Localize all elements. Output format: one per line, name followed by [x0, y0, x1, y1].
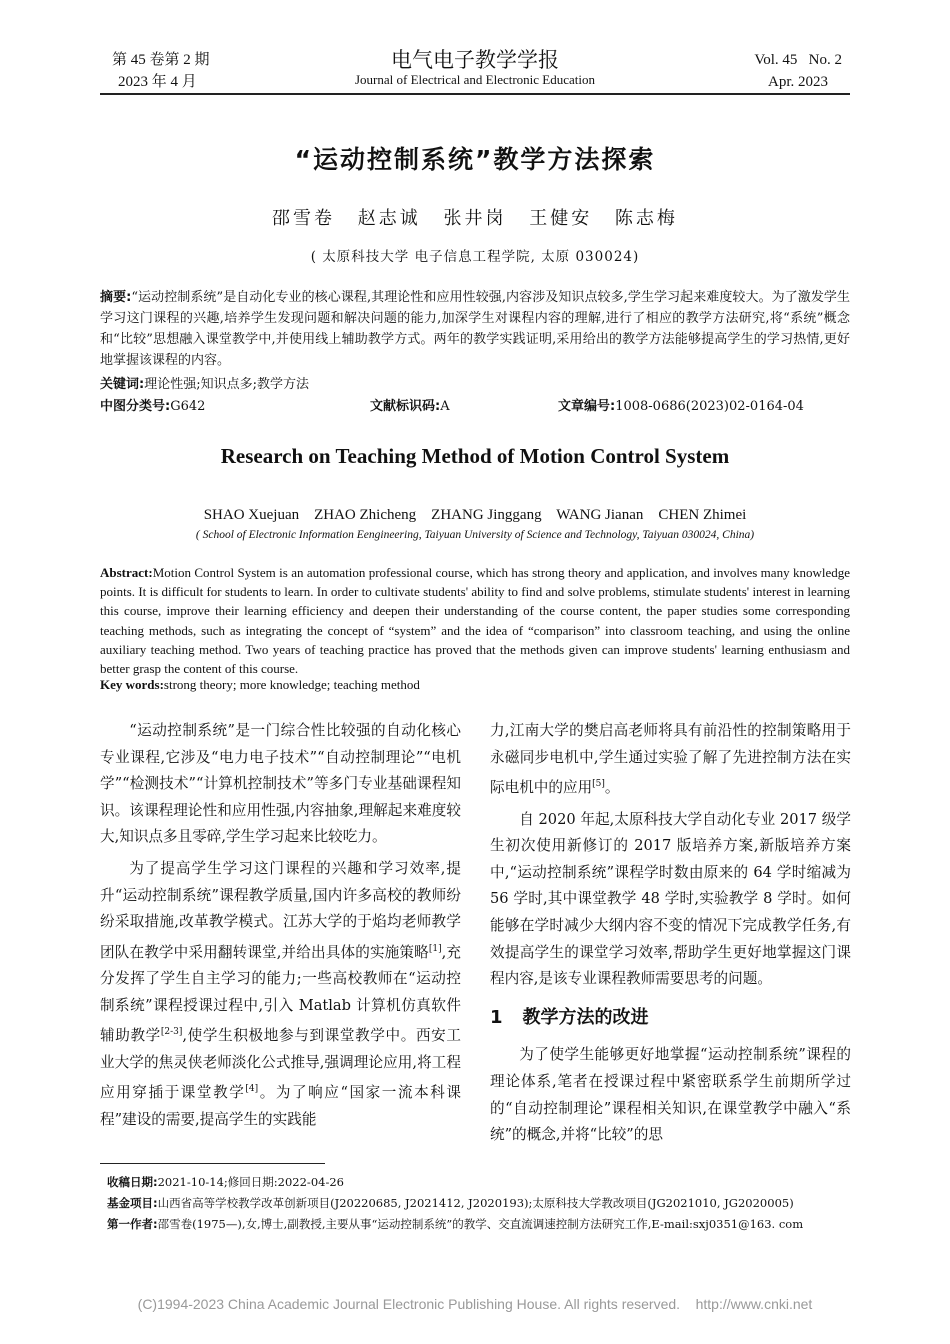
abstract-cn	[100, 287, 850, 371]
date-en: Apr. 2023	[768, 74, 828, 90]
footnote-first-author	[107, 1214, 852, 1235]
citation-1[interactable]: [1]	[428, 943, 442, 954]
section-number: 1	[490, 1006, 503, 1028]
authors-cn: 邵雪卷 赵志诚 张井岗 王健安 陈志梅	[272, 208, 678, 229]
citation-4[interactable]: [4]	[245, 1084, 259, 1095]
journal-title-cn: 电气电子教学学报	[391, 48, 559, 72]
paragraph-method: 为了使学生能够更好地掌握“运动控制系统”课程的理论体系,笔者在授课过程中紧密联系学生前期所学过的“自动控制理论”课程相关知识,在课堂教学中融入“系统”的概念,并将“比较”的思	[490, 1046, 851, 1144]
paragraph-continued	[490, 718, 851, 802]
article-title-cn: “运动控制系统”教学方法探索	[294, 145, 656, 174]
abstract-cn-text: “运动控制系统”是自动化专业的核心课程,其理论性和应用性较强,内容涉及知识点较多,学生学习起来难度较大。为了激发学生学习这门课程的兴趣,培养学生发现问题和解决问题的能力,加深学生对课程内容的理解,进行了相应的教学方法研究,将“系统”概念和“比较”思想融入课堂教学中,并使用线上辅助教学方式。两年的教学实践证明,采用给出的教学方法能够提高学生的学习热情,更好地掌握该课程的内容。	[100, 290, 850, 368]
text-run: 力,江南大学的樊启高老师将具有前沿性的控制策略用于永磁同步电机中,学生通过实验了解了先进控制方法在实际电机中的应用	[490, 722, 851, 797]
keywords-en-text: strong theory; more knowledge; teaching method	[163, 677, 420, 692]
citation-2-3[interactable]: [2-3]	[160, 1027, 183, 1038]
clc-value: G642	[170, 399, 206, 414]
text-run: 。	[604, 779, 620, 797]
footnote-rule	[100, 1163, 325, 1164]
date-cn: 2023 年 4 月	[118, 74, 197, 90]
footnotes	[107, 1172, 852, 1235]
doc-code-label: 文献标识码:	[370, 399, 441, 414]
keywords-cn-label: 关键词:	[100, 377, 145, 392]
abstract-en	[100, 563, 850, 678]
affiliation-cn: ( 太原科技大学 电子信息工程学院, 太原 030024)	[310, 249, 640, 265]
affiliation-en: ( School of Electronic Information Eengineering, Taiyuan University of Science and Technology, Taiyuan 030024, China)	[195, 529, 755, 541]
abstract-cn-label: 摘要:	[100, 290, 132, 305]
footnote-funding	[107, 1193, 852, 1214]
article-number-label: 文章编号:	[558, 399, 616, 414]
copyright-notice: (C)1994-2023 China Academic Journal Electronic Publishing House. All rights reserved. http://www.cnki.net	[137, 1296, 813, 1312]
footnote-text: 2021-10-14;修回日期:2022-04-26	[157, 1175, 344, 1189]
text-run: ,充分发挥了学生自主学习的能力;一些高校教师在“运动控制系统”课程授课过程中,引入 Matlab 计算机仿真软件辅助教学	[100, 943, 461, 1045]
paragraph-intro: “运动控制系统”是一门综合性比较强的自动化核心专业课程,它涉及“电力电子技术”“自动控制理论”“电机学”“检测技术”“计算机控制技术”等多门专业基础课程知识。该课程理论性和应用性强,内容抽象,理解起来难度较大,知识点多且零碎,学生学习起来比较吃力。	[100, 722, 461, 846]
clc-label: 中图分类号:	[100, 399, 171, 414]
article-number	[558, 396, 804, 417]
footnote-text: 山西省高等学校教学改革创新项目(J20220685, J2021412, J2020193);太原科技大学教改项目(JG2021010, JG2020005)	[157, 1196, 794, 1210]
keywords-en-label: Key words:	[100, 677, 164, 692]
abstract-en-label: Abstract:	[100, 565, 153, 580]
doc-code-value: A	[440, 399, 450, 414]
section-heading-1	[490, 1005, 851, 1033]
volume-issue-en: Vol. 45 No. 2	[754, 52, 842, 68]
volume-issue-cn: 第 45 卷第 2 期	[112, 52, 210, 68]
text-run: ,使学生积极地参与到课堂教学中。西安工业大学的焦灵侠老师淡化公式推导,强调理论应用,将工程应用穿插于课堂教学	[100, 1027, 461, 1102]
keywords-en	[100, 677, 850, 693]
citation-5[interactable]: [5]	[592, 779, 605, 790]
paragraph-related-work	[100, 856, 461, 1134]
keywords-cn-text: 理论性强;知识点多;教学方法	[144, 377, 309, 392]
footnote-label: 基金项目:	[107, 1196, 158, 1210]
article-title-en: Research on Teaching Method of Motion Control System	[220, 444, 730, 468]
footnote-label: 第一作者:	[107, 1217, 158, 1231]
footnote-label: 收稿日期:	[107, 1175, 158, 1189]
footnote-text: 邵雪卷(1975—),女,博士,副教授,主要从事“运动控制系统”的教学、交直流调速控制方法研究工作,E-mail:sxj0351@163. com	[157, 1217, 804, 1231]
paragraph-curriculum: 自 2020 年起,太原科技大学自动化专业 2017 级学生初次使用新修订的 2017 版培养方案,新版培养方案中,“运动控制系统”课程学时数由原来的 64 学时缩减为 56 学时,其中课堂教学 48 学时,实验教学 8 学时。如何能够在学时减少大纲内容不变的情况下完成教学任务,有效提高学生的课堂学习效率,帮助学生更好地掌握这门课程内容,是该专业课程教师需要思考的问题。	[490, 810, 851, 988]
clc-number	[100, 396, 205, 417]
body-left-column	[100, 718, 461, 1133]
text-run: 为了提高学生学习这门课程的兴趣和学习效率,提升“运动控制系统”课程教学质量,国内许多高校的教师纷纷采取措施,改革教学模式。江苏大学的于焰均老师教学团队在教学中采用翻转课堂,并给出具体的实施策略	[100, 859, 461, 961]
text-run: 。为了响应“国家一流本科课程”建设的需要,提高学生的实践能	[100, 1084, 461, 1128]
article-number-value: 1008-0686(2023)02-0164-04	[615, 399, 804, 414]
body-right-column	[490, 718, 851, 1149]
header-rule	[100, 93, 850, 95]
authors-en: SHAO Xuejuan ZHAO Zhicheng ZHANG Jinggang WANG Jianan CHEN Zhimei	[203, 507, 747, 523]
document-code	[370, 396, 450, 417]
journal-title-en: Journal of Electrical and Electronic Education	[354, 72, 596, 87]
section-title: 教学方法的改进	[522, 1006, 649, 1028]
footnote-received	[107, 1172, 852, 1193]
keywords-cn	[100, 374, 850, 395]
abstract-en-text: Motion Control System is an automation professional course, which has strong theory and application, and involves many knowledge points. It is difficult for students to learn. In order to cultivate students' ability to find and solve problems, stimulate students' interest in learning this course, improve their learning efficiency and deepen their understanding of the course content, the paper studies some corresponding teaching methods, such as integrating the concept of “system” and the idea of “comparison” into classroom teaching, and using the online auxiliary teaching method. Two years of teaching practice has proved that the methods given can improve students' learning enthusiasm and better grasp the content of this course.	[100, 565, 850, 677]
